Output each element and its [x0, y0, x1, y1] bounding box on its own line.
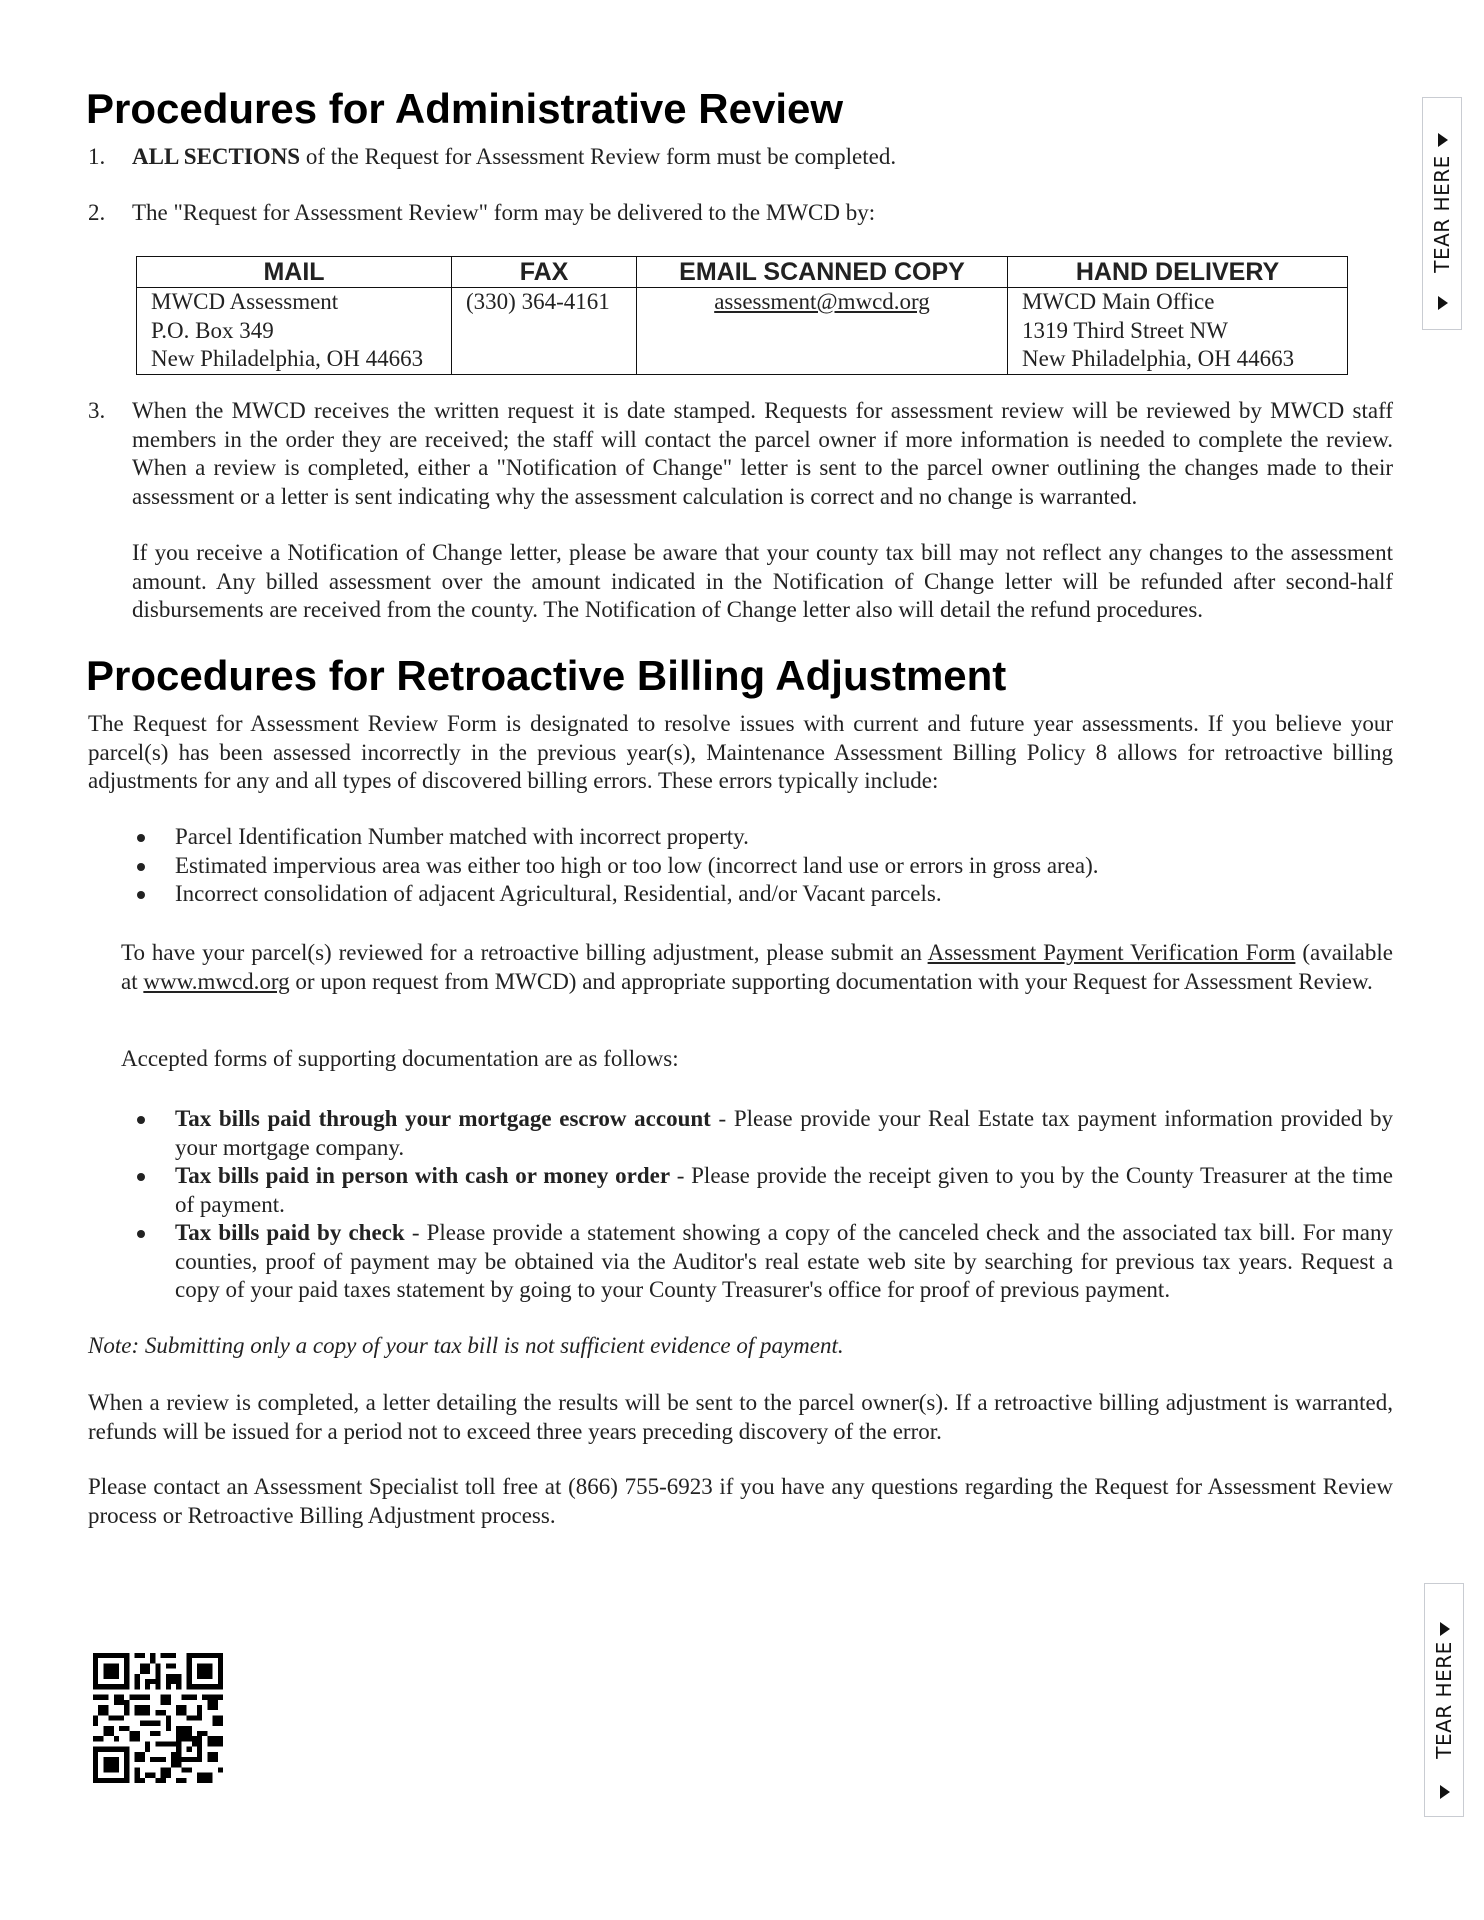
list-item: Tax bills paid by check - Please provide a statement showing a copy of the canceled check and the associated tax bill. For many counties, proof of payment may be obtained via the Auditor's real estate web site by searching for previous tax years. Request a copy of your paid taxes statement by going to your County Treasurer's office for proof of previous payment. — [137, 1219, 1393, 1305]
tear-here-label: TEAR HERE — [1432, 1641, 1456, 1759]
email-link[interactable]: assessment@mwcd.org — [714, 289, 930, 314]
bullet-icon — [137, 1173, 145, 1181]
table-row — [137, 288, 1348, 375]
submit-paragraph: To have your parcel(s) reviewed for a retroactive billing adjustment, please submit an Assessment Payment Verification Form (available at www.mwcd.org or upon request from MWCD) and appropriate supporting documentation with your Request for Assessment Review. — [121, 940, 1393, 994]
contact-paragraph: Please contact an Assessment Specialist toll free at (866) 755-6923 if you have any questions regarding the Request for Assessment Review process or Retroactive Billing Adjustment process. — [88, 1474, 1393, 1528]
list-item: Estimated impervious area was either too high or too low (incorrect land use or errors in gross area). — [137, 852, 1393, 881]
bullet-icon — [137, 1230, 145, 1238]
tear-here-label: TEAR HERE — [1430, 154, 1454, 273]
delivery-methods-table — [136, 256, 1348, 375]
triangle-right-icon — [1438, 133, 1448, 147]
column-header-hand-delivery: HAND DELIVERY — [1008, 257, 1348, 288]
fax-number-cell: (330) 364-4161 — [452, 288, 637, 375]
triangle-right-icon — [1438, 296, 1448, 310]
note-paragraph: Note: Submitting only a copy of your tax bill is not sufficient evidence of payment. — [88, 1333, 844, 1358]
bullet-icon — [137, 1116, 145, 1124]
column-header-mail: MAIL — [137, 257, 452, 288]
list-item: Parcel Identification Number matched with incorrect property. — [137, 823, 1393, 852]
item-text: When the MWCD receives the written request it is date stamped. Requests for assessment review will be reviewed by MWCD staff members in the order they are received; the staff will contact the parcel owner if more information is needed to complete the review. When a review is completed, either a "Notification of Change" letter is sent to the parcel owner outlining the changes made to their assessment or a letter is sent indicating why the assessment calculation is correct and no change is warranted. — [132, 398, 1393, 509]
section-title-retroactive-billing: Procedures for Retroactive Billing Adjustment — [86, 652, 1007, 699]
item-number: 1. — [88, 144, 106, 169]
list-item: Tax bills paid through your mortgage escrow account - Please provide your Real Estate tax payment information provided by your mortgage company. — [137, 1105, 1393, 1162]
tear-here-tab-top — [1422, 97, 1462, 330]
column-header-email: EMAIL SCANNED COPY — [637, 257, 1008, 288]
notification-paragraph: If you receive a Notification of Change letter, please be aware that your county tax bill may not reflect any changes to the assessment amount. Any billed assessment over the amount indicated in the Notification of Change letter will be refunded after second-half disbursements are received from the county. The Notification of Change letter also will detail the refund procedures. — [132, 540, 1393, 622]
verification-form-link[interactable]: Assessment Payment Verification Form — [927, 940, 1296, 965]
triangle-right-icon — [1440, 1622, 1450, 1636]
bullet-icon — [137, 863, 145, 871]
column-header-fax: FAX — [452, 257, 637, 288]
results-paragraph: When a review is completed, a letter detailing the results will be sent to the parcel owner(s). If a retroactive billing adjustment is warranted, refunds will be issued for a period not to exceed three years preceding discovery of the error. — [88, 1390, 1393, 1444]
item-text: The "Request for Assessment Review" form may be delivered to the MWCD by: — [132, 200, 876, 225]
bullet-icon — [137, 891, 145, 899]
qr-code-icon — [93, 1653, 223, 1783]
item-number: 3. — [88, 398, 106, 423]
mwcd-website-link[interactable]: www.mwcd.org — [143, 968, 290, 994]
supporting-docs-list — [137, 1105, 1393, 1305]
tear-here-tab-bottom — [1424, 1583, 1464, 1817]
bullet-icon — [137, 834, 145, 842]
list-item: Tax bills paid in person with cash or money order - Please provide the receipt given to you by the County Treasurer at the time of payment. — [137, 1162, 1393, 1219]
mail-address-cell: MWCD Assessment P.O. Box 349 New Philadelphia, OH 44663 — [137, 288, 452, 375]
item-text: ALL SECTIONS of the Request for Assessment Review form must be completed. — [132, 144, 897, 169]
billing-errors-list — [137, 823, 1393, 909]
section-title-administrative-review: Procedures for Administrative Review — [86, 85, 844, 132]
intro-paragraph: The Request for Assessment Review Form is designated to resolve issues with current and future year assessments. If you believe your parcel(s) has been assessed incorrectly in the previous year(s), Maintenance Assessment Billing Policy 8 allows for retroactive billing adjustments for any and all types of discovered billing errors. These errors typically include: — [88, 711, 1393, 793]
hand-delivery-cell: MWCD Main Office 1319 Third Street NW New Philadelphia, OH 44663 — [1008, 288, 1348, 375]
item-emphasis: ALL SECTIONS — [132, 144, 301, 169]
accepted-docs-intro: Accepted forms of supporting documentation are as follows: — [121, 1046, 679, 1071]
item-number: 2. — [88, 200, 106, 225]
email-cell — [637, 288, 1008, 375]
list-item: Incorrect consolidation of adjacent Agricultural, Residential, and/or Vacant parcels. — [137, 880, 1393, 909]
triangle-right-icon — [1440, 1785, 1450, 1799]
